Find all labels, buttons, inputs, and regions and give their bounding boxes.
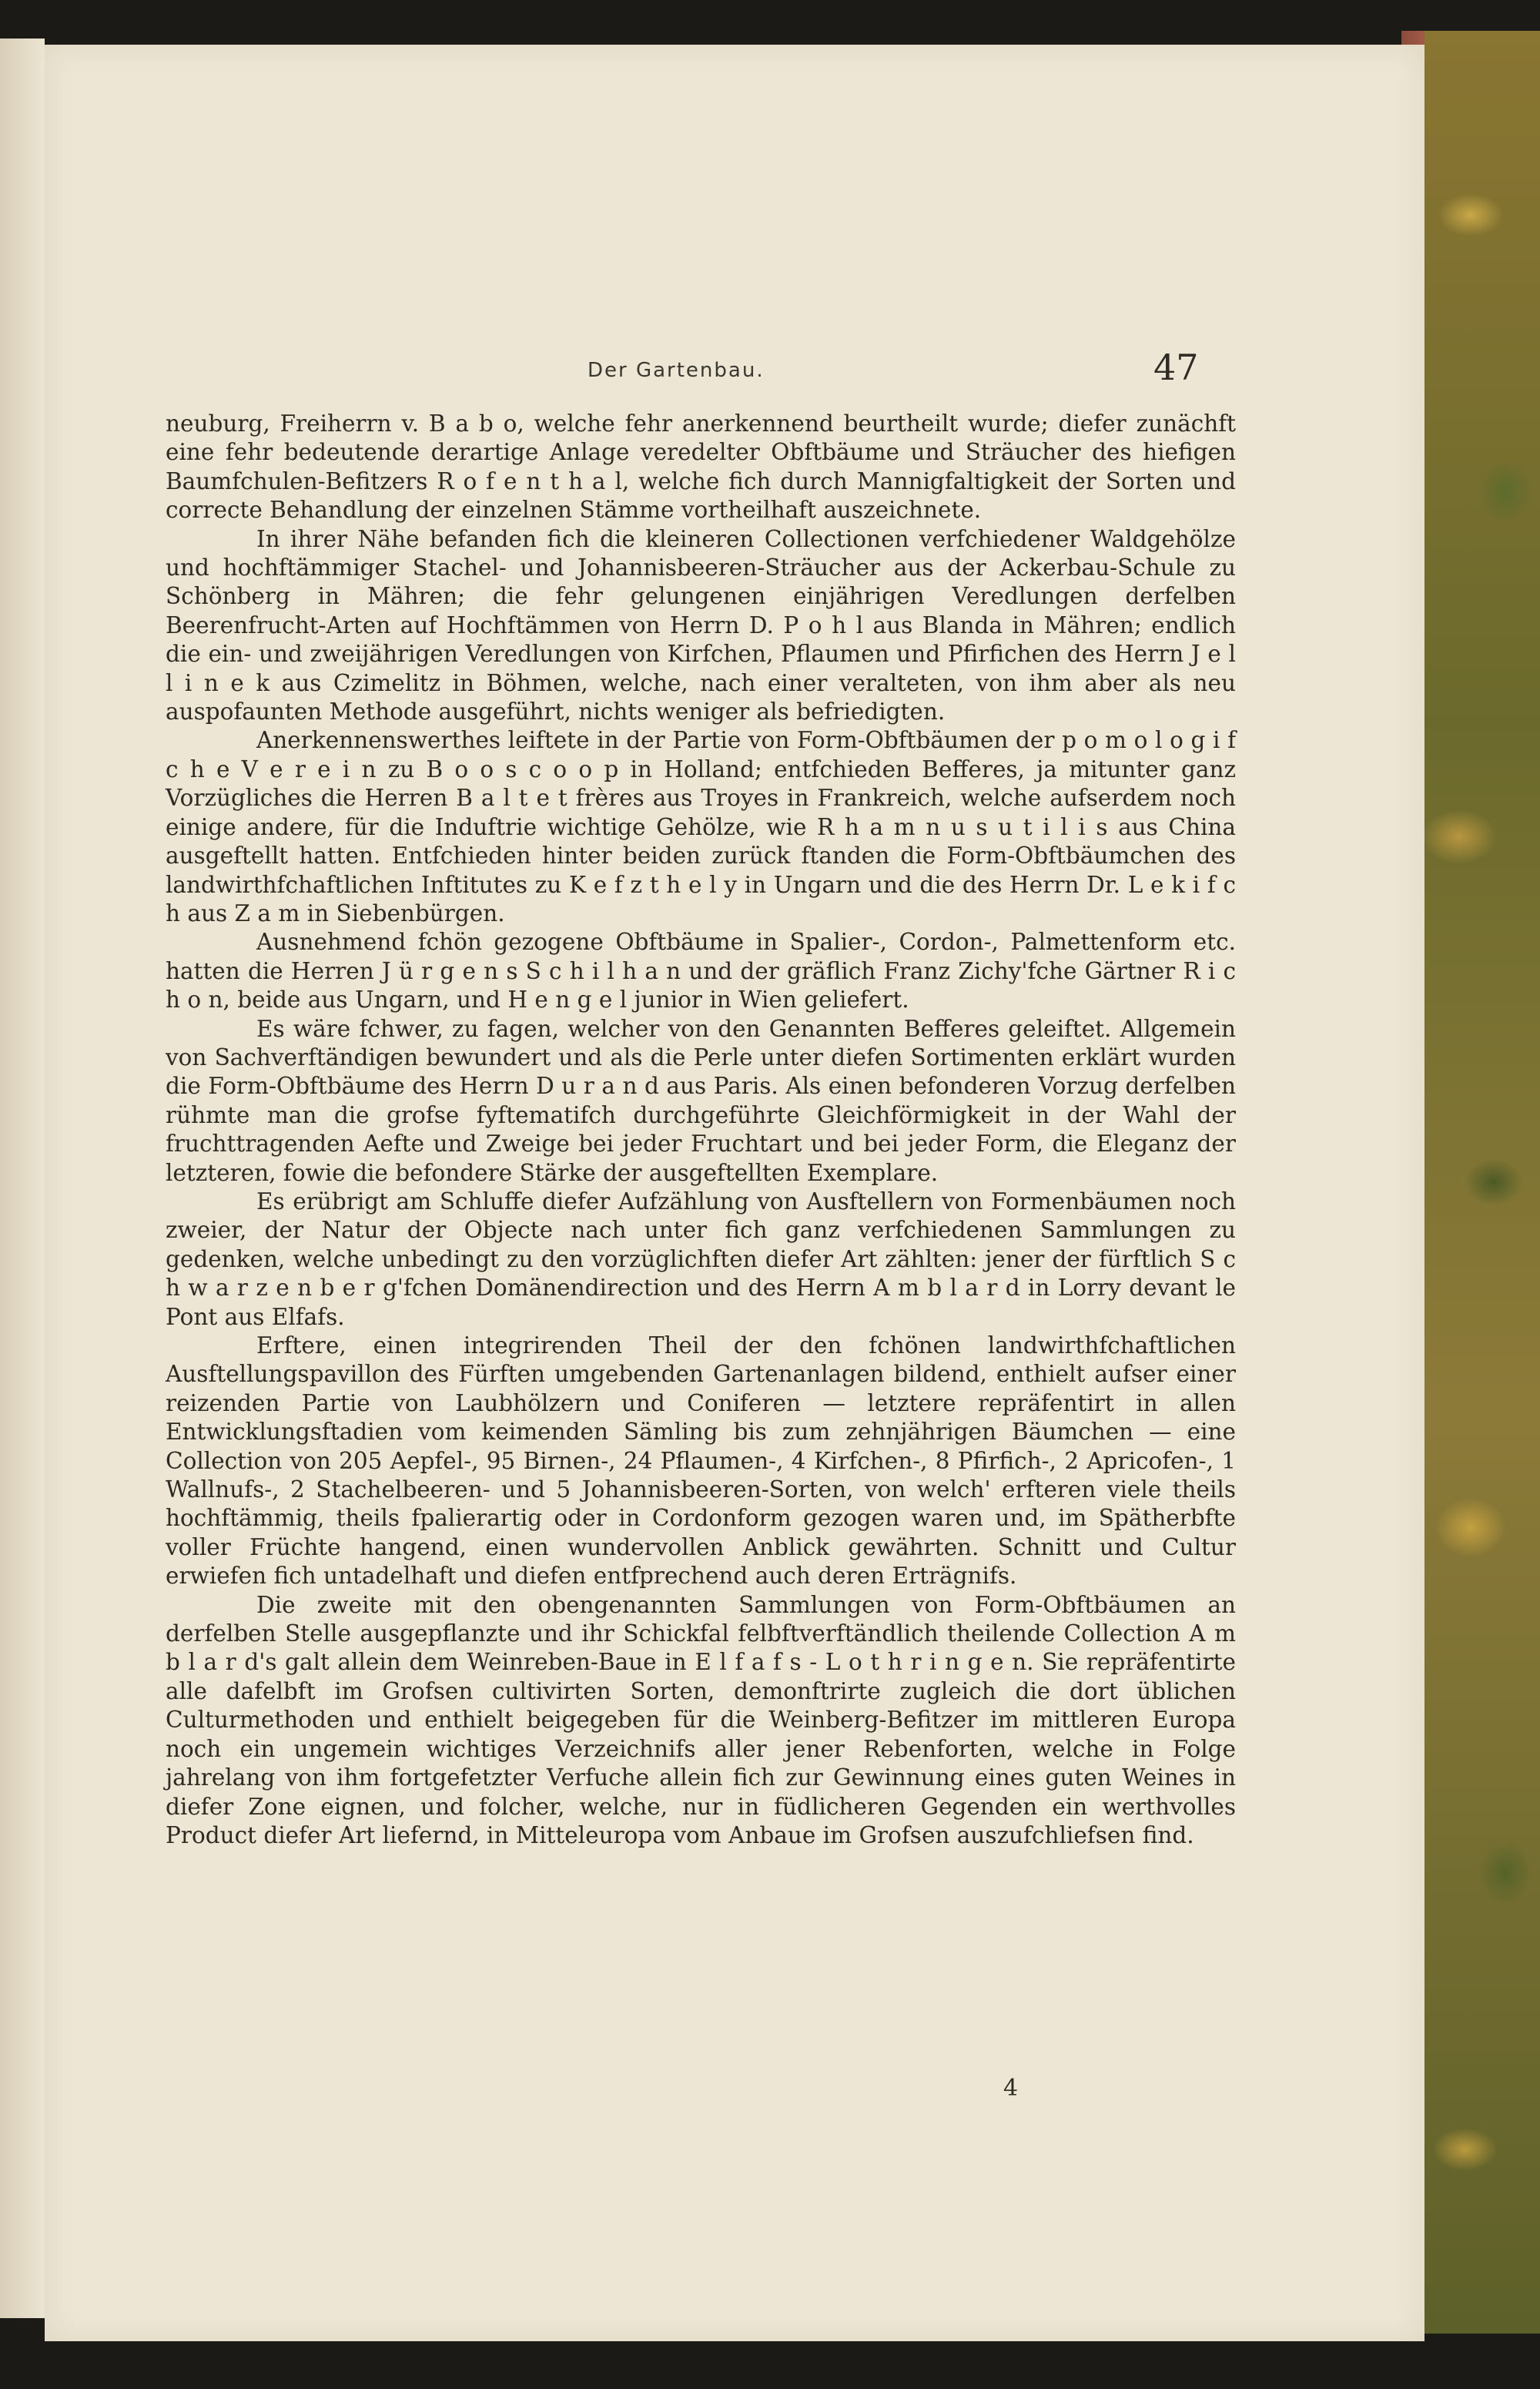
- body-text: [166, 410, 1236, 1850]
- marbled-endpaper: [1424, 31, 1540, 2334]
- paragraph: Es wäre fchwer, zu fagen, welcher von den Genannten Befferes geleiftet. Allgemein von Sachverftändigen bewundert und als die Perle unter diefen Sortimenten erklärt wurden die Form-Obftbäume des Herrn D u r a n d aus Paris. Als einen befonderen Vorzug derfelben rühmte man die grofse fyftematifch durchgeführte Gleichförmigkeit in der Wahl der fruchttragenden Aefte und Zweige bei jeder Fruchtart und bei jeder Form, die Eleganz der letzteren, fowie die befondere Stärke der ausgeftellten Exemplare.: [166, 1015, 1236, 1186]
- facing-page-edge: [0, 39, 45, 2318]
- signature-mark: 4: [1003, 2075, 1019, 2102]
- book-page: [45, 45, 1424, 2341]
- page-header: [45, 347, 1424, 399]
- paragraph: Ausnehmend fchön gezogene Obftbäume in Spalier-, Cordon-, Palmettenform etc. hatten die Herren J ü r g e n s S c h i l h a n und der gräflich Franz Zichy'fche Gärtner R i c h o n, beide aus Ungarn, und H e n g e l junior in Wien geliefert.: [166, 929, 1236, 1014]
- paragraph: Erftere, einen integrirenden Theil der den fchönen landwirthfchaftlichen Ausftellungspavillon des Fürften umgebenden Gartenanlagen bildend, enthielt aufser einer reizenden Partie von Laubhölzern und Coniferen — letztere repräfentirt in allen Entwicklungsftadien vom keimenden Sämling bis zum zehnjährigen Bäumchen — eine Collection von 205 Aepfel-, 95 Birnen-, 24 Pflaumen-, 4 Kirfchen-, 8 Pfirfich-, 2 Apricofen-, 1 Wallnufs-, 2 Stachelbeeren- und 5 Johannisbeeren-Sorten, von welch' erfteren viele theils hochftämmig, theils fpalierartig oder in Cordonform gezogen waren und, im Spätherbfte voller Früchte hangend, einen wundervollen Anblick gewährten. Schnitt und Cultur erwiefen fich untadelhaft und diefen entfprechend auch deren Erträgnifs.: [166, 1332, 1236, 1590]
- paragraph: Die zweite mit den obengenannten Sammlungen von Form-Obftbäumen an derfelben Stelle ausgepflanzte und ihr Schickfal felbftverftändlich theilende Collection A m b l a r d's galt allein dem Weinreben-Baue in E l f a f s - L o t h r i n g e n. Sie repräfentirte alle dafelbft im Grofsen cultivirten Sorten, demonftrirte zugleich die dort üblichen Culturmethoden und enthielt beigegeben für die Weinberg-Befitzer im mittleren Europa noch ein ungemein wichtiges Verzeichnifs aller jener Rebenforten, welche in Folge jahrelang von ihm fortgefetzter Verfuche allein fich zur Gewinnung eines guten Weines in diefer Zone eignen, und folcher, welche, nur in füdlicheren Gegenden ein werthvolles Product diefer Art liefernd, in Mitteleuropa vom Anbaue im Grofsen auszufchliefsen find.: [166, 1591, 1236, 1848]
- paragraph: neuburg, Freiherrn v. B a b o, welche fehr anerkennend beurtheilt wurde; diefer zunächft eine fehr bedeutende derartige Anlage veredelter Obftbäume und Sträucher des hiefigen Baumfchulen-Befitzers R o f e n t h a l, welche fich durch Mannigfaltigkeit der Sorten und correcte Behandlung der einzelnen Stämme vortheilhaft auszeichnete.: [166, 410, 1236, 524]
- paragraph: Anerkennenswerthes leiftete in der Partie von Form-Obftbäumen der p o m o l o g i f c h e V e r e i n zu B o o s c o o p in Holland; entfchieden Befferes, ja mitunter ganz Vorzügliches die Herren B a l t e t frères aus Troyes in Frankreich, welche aufserdem noch einige andere, für die Induftrie wichtige Gehölze, wie R h a m n u s u t i l i s aus China ausgeftellt hatten. Entfchieden hinter beiden zurück ftanden die Form-Obftbäumchen des landwirthfchaftlichen Inftitutes zu K e f z t h e l y in Ungarn und die des Herrn Dr. L e k i f c h aus Z a m in Siebenbürgen.: [166, 727, 1236, 926]
- page-number: 47: [1153, 347, 1199, 388]
- paragraph: Es erübrigt am Schluffe diefer Aufzählung von Ausftellern von Formenbäumen noch zweier, der Natur der Objecte nach unter fich ganz verfchiedenen Sammlungen zu gedenken, welche unbedingt zu den vorzüglichften diefer Art zählten: jener der fürftlich S c h w a r z e n b e r g'fchen Domänendirection und des Herrn A m b l a r d in Lorry devant le Pont aus Elfafs.: [166, 1188, 1236, 1330]
- running-title: Der Gartenbau.: [588, 359, 765, 382]
- paragraph: In ihrer Nähe befanden fich die kleineren Collectionen verfchiedener Waldgehölze und hochftämmiger Stachel- und Johannisbeeren-Sträucher aus der Ackerbau-Schule zu Schönberg in Mähren; die fehr gelungenen einjährigen Veredlungen derfelben Beerenfrucht-Arten auf Hochftämmen von Herrn D. P o h l aus Blanda in Mähren; endlich die ein- und zweijährigen Veredlungen von Kirfchen, Pflaumen und Pfirfichen des Herrn J e l l i n e k aus Czimelitz in Böhmen, welche, nach einer veralteten, von ihm aber als neu auspofaunten Methode ausgeführt, nichts weniger als befriedigten.: [166, 525, 1236, 725]
